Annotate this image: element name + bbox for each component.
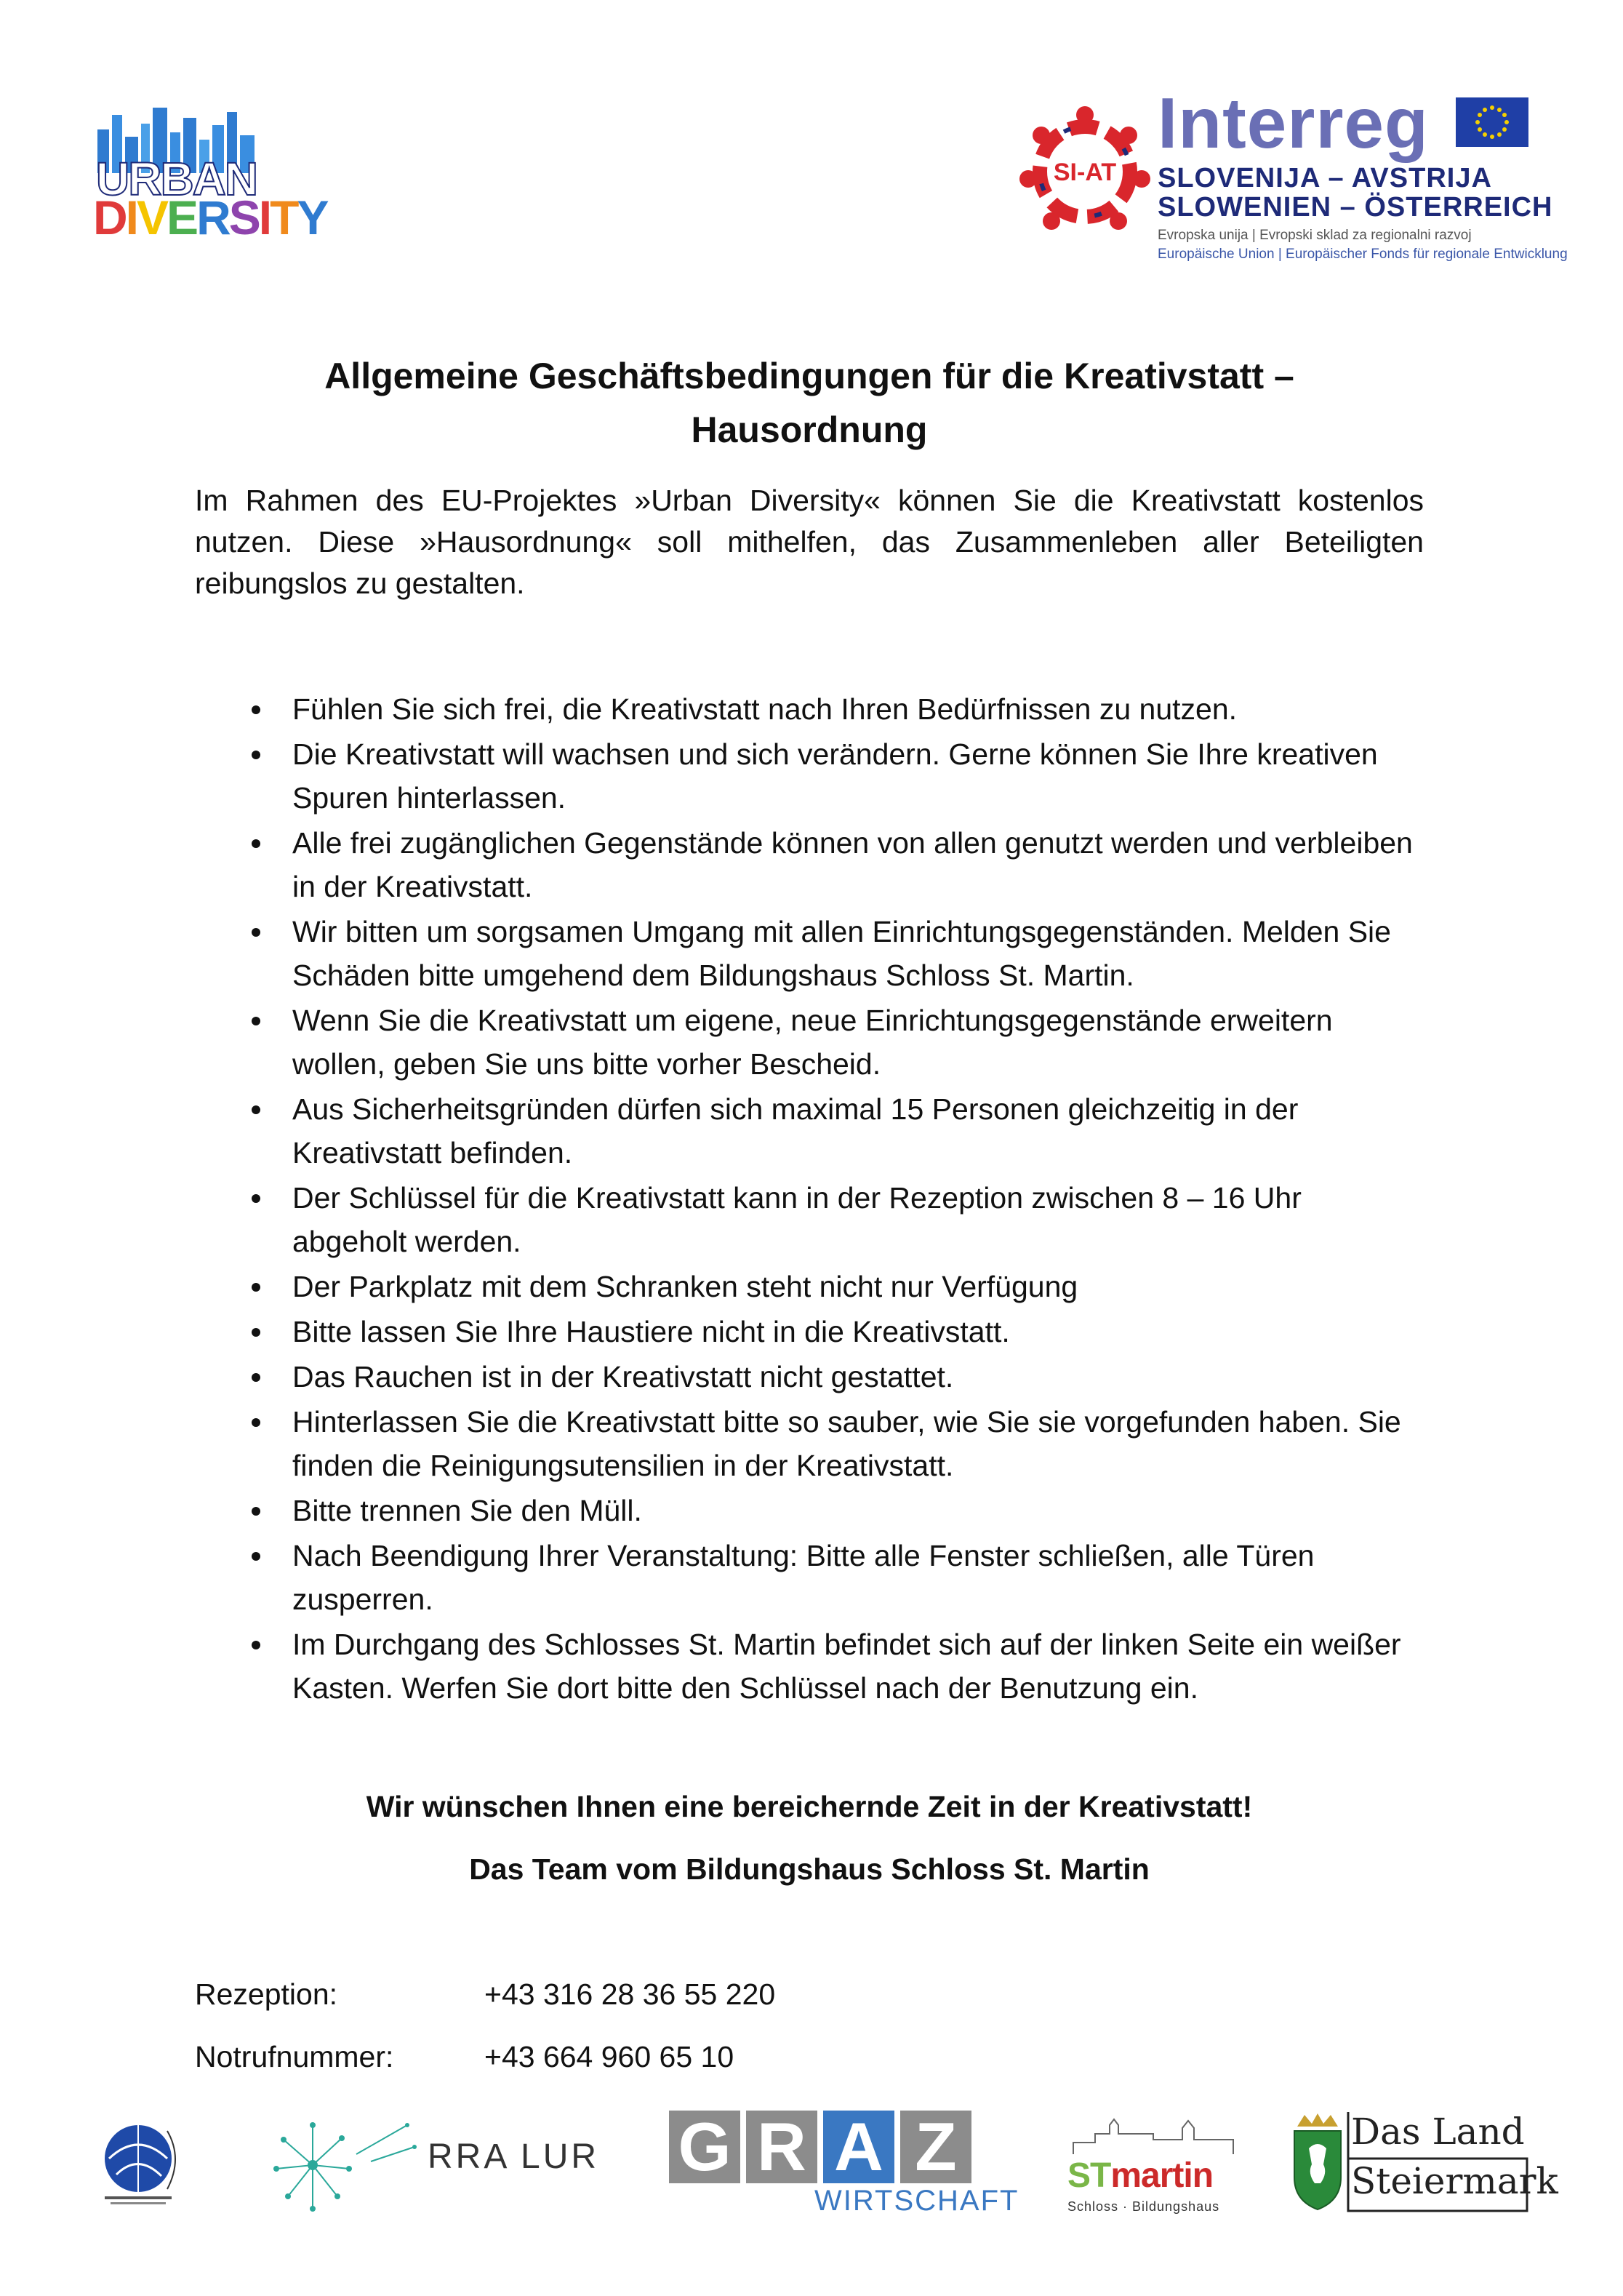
graz-wirtschaft-logo [669,2108,1019,2221]
bullet-icon [252,839,260,848]
rule-text: Fühlen Sie sich frei, die Kreativstatt nach Ihren Bedürfnissen zu nutzen. [292,692,1238,726]
rule-text: Alle frei zugänglichen Gegenstände können von allen genutzt werden und verbleiben in der Kreativstatt. [292,826,1413,903]
contact-phone: +43 664 960 65 10 [484,2040,734,2073]
bullet-icon [252,1552,260,1561]
rule-text: Aus Sicherheitsgründen dürfen sich maximal 15 Personen gleichzeitig in der Kreativstatt befinden. [292,1092,1299,1169]
rule-text: Der Schlüssel für die Kreativstatt kann in der Rezeption zwischen 8 – 16 Uhr abgeholt werden. [292,1181,1302,1258]
bullet-icon [252,1373,260,1382]
closing-wish: Wir wünschen Ihnen eine bereichernde Zeit in der Kreativstatt! [366,1790,1253,1823]
title-line-1: Allgemeine Geschäftsbedingungen für die Kreativstatt – [324,356,1294,396]
bullet-icon [252,1105,260,1114]
rule-item [195,732,1424,820]
bullet-icon [252,1418,260,1427]
urban-word: URBAN [96,153,257,205]
rule-item [195,1534,1424,1621]
st-martin-wordmark [1067,2156,1214,2195]
st-martin-word-martin: martin [1110,2156,1214,2195]
dandelion-logo-icon [262,2111,422,2220]
steiermark-frame [1347,2111,1528,2212]
rule-item [195,1176,1424,1263]
interreg-line-eu-sl: Evropska unija | Evropski sklad za regionalni razvoj [1158,228,1472,243]
interreg-line-si-at: SLOVENIJA – AVSTRIJA [1158,163,1492,193]
rule-text: Wenn Sie die Kreativstatt um eigene, neue Einrichtungsgegenstände erweitern wollen, geben Sie uns bitte vorher Bescheid. [292,1004,1333,1081]
graz-letter: G [669,2111,740,2183]
bullet-icon [252,1283,260,1292]
eu-flag-icon [1456,97,1528,147]
bullet-icon [252,928,260,937]
graz-letter: Z [900,2111,971,2183]
steiermark-line-1: Das Land [1351,2111,1525,2153]
rule-text: Bitte trennen Sie den Müll. [292,1494,642,1527]
interreg-logo [1012,83,1568,262]
bullet-icon [252,1017,260,1025]
bullet-icon [252,1507,260,1516]
rule-text: Wir bitten um sorgsamen Umgang mit allen Einrichtungsgegenständen. Melden Sie Schäden bitte umgehend dem Bildungshaus Schloss St. Martin. [292,915,1391,992]
rule-text: Der Parkplatz mit dem Schranken steht nicht nur Verfügung [292,1270,1078,1303]
rule-item [195,1489,1424,1532]
rule-text: Das Rauchen ist in der Kreativstatt nicht gestattet. [292,1360,954,1393]
rule-item [195,821,1424,908]
rule-item [195,910,1424,997]
rule-text: Nach Beendigung Ihrer Veranstaltung: Bitte alle Fenster schließen, alle Türen zusperren. [292,1539,1315,1616]
st-martin-word-st: ST [1067,2156,1111,2195]
graz-sub-label: WIRTSCHAFT [814,2185,1019,2217]
rule-text: Bitte lassen Sie Ihre Haustiere nicht in die Kreativstatt. [292,1315,1010,1348]
contact-label: Rezeption: [195,1977,338,2011]
rra-lur-logo: RRA LUR [428,2137,600,2176]
castle-outline-icon [1066,2113,1254,2157]
urban-diversity-logo [93,108,327,244]
rule-item [195,1623,1424,1710]
rule-text: Hinterlassen Sie die Kreativstatt bitte so sauber, wie Sie sie vorgefunden haben. Sie finden die Reinigungsutensilien in der Kreativstatt. [292,1405,1401,1482]
rule-item [195,999,1424,1086]
rule-item [195,1087,1424,1175]
diversity-word [93,191,327,244]
graz-letter: A [823,2111,894,2183]
interreg-brand: Interreg [1158,83,1429,163]
si-at-badge: SI-AT [1053,159,1117,186]
rule-text: Die Kreativstatt will wachsen und sich verändern. Gerne können Sie Ihre kreativen Spuren hinterlassen. [292,737,1378,815]
graz-letter: R [746,2111,817,2183]
bullet-icon [252,705,260,714]
bullet-icon [252,1641,260,1649]
rule-item [195,1400,1424,1487]
contact-phone: +43 316 28 36 55 220 [484,1977,776,2011]
rule-text: Im Durchgang des Schlosses St. Martin befindet sich auf der linken Seite ein weißer Kasten. Werfen Sie dort bitte den Schlüssel nach der Benutzung ein. [292,1628,1401,1705]
interreg-line-de: SLOWENIEN – ÖSTERREICH [1158,192,1553,223]
rule-item [195,687,1424,731]
st-martin-logo [1066,2113,1254,2215]
st-martin-sub-label: Schloss · Bildungshaus [1067,2199,1220,2214]
diversity-letters: DIVERSITY [93,191,327,244]
steiermark-logo [1290,2111,1558,2212]
bullet-icon [252,1328,260,1337]
zrs-globe-logo-icon [95,2116,189,2211]
steiermark-line-2: Steiermark [1351,2160,1558,2202]
rule-item [195,1265,1424,1308]
steiermark-coat-of-arms-icon [1290,2111,1345,2212]
document-title [195,349,1424,457]
closing-signature: Das Team vom Bildungshaus Schloss St. Martin [469,1852,1150,1886]
contact-label: Notrufnummer: [195,2040,394,2073]
bullet-icon [252,751,260,759]
bullet-icon [252,1194,260,1203]
intro-paragraph: Im Rahmen des EU-Projektes »Urban Diversity« können Sie die Kreativstatt kostenlos nutzen. Diese »Hausordnung« soll mithelfen, das Zusammenleben aller Beteiligten reibungslos zu gestalten. [195,484,1424,600]
interreg-line-eu-de: Europäische Union | Europäischer Fonds für regionale Entwicklung [1158,247,1568,262]
rule-item [195,1355,1424,1399]
house-rules-list [195,687,1424,1711]
rule-item [195,1310,1424,1353]
title-line-2: Hausordnung [691,409,928,450]
si-at-people-ring-icon [1012,99,1158,244]
